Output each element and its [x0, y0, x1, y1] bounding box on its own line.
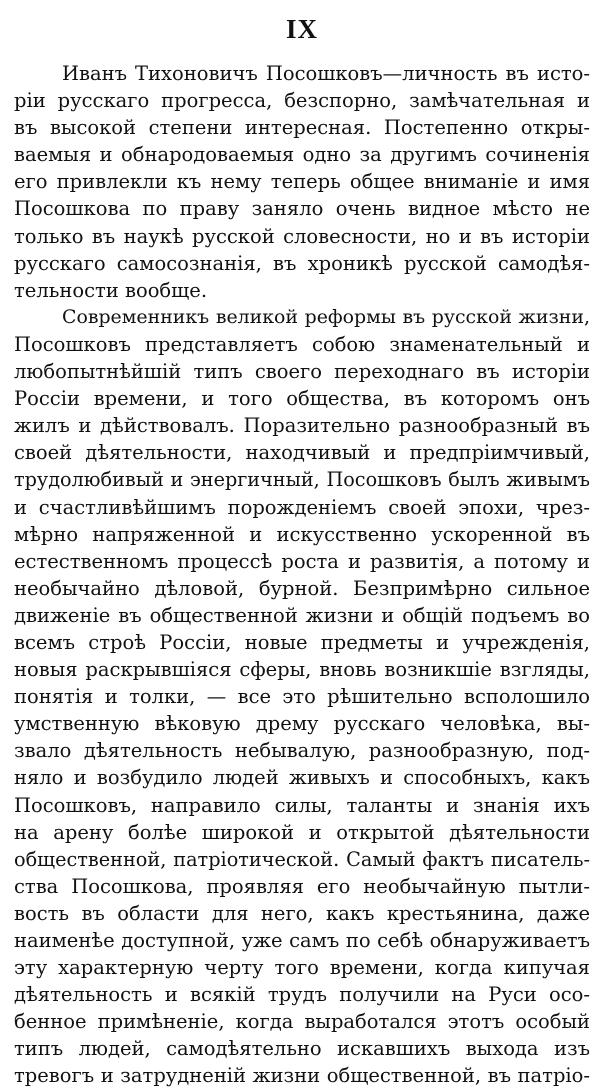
text-line: няло и возбудило людей живыхъ и способныхъ, какъ	[14, 766, 590, 790]
text-line: Посошковъ представляетъ собою знаменательный и	[14, 332, 590, 356]
text-line: всемъ строѣ Россіи, новые предметы и учрежденія,	[14, 630, 590, 654]
text-line: ства Посошкова, проявляя его необычайную пытли-	[14, 874, 590, 898]
text-line: Современникъ великой реформы въ русской жизни,	[62, 305, 590, 328]
text-line: необычайно дѣловой, бурной. Безпримѣрно сильное	[14, 576, 590, 600]
text-line: общественной, патріотической. Самый фактъ писатель-	[14, 847, 590, 871]
text-line: любопытнѣйшій типъ своего переходнаго въ исторіи	[14, 360, 590, 384]
text-line: типъ людей, самодѣятельно искавшихъ выхода изъ	[14, 1037, 590, 1061]
text-line: тревогъ и затрудненій жизни общественной, въ патріо-	[14, 1064, 590, 1088]
text-line: ваемыя и обнародоваемыя одно за другимъ сочиненія	[14, 143, 590, 167]
text-line: Россіи времени, и того общества, въ которомъ онъ	[14, 387, 590, 411]
text-line: движеніе въ общественной жизни и общій подъемъ во	[14, 603, 590, 627]
text-line: звало дѣятельность небывалую, разнообразную, под-	[14, 739, 590, 763]
text-line: Посошкова по праву заняло очень видное мѣсто не	[14, 197, 590, 221]
text-line: на арену болѣе широкой и открытой дѣятельности	[14, 820, 590, 844]
text-line: бенное примѣненіе, когда выработался этотъ особый	[14, 1010, 590, 1034]
page-number: IX	[285, 14, 318, 44]
text-line: русскаго самосознанія, въ хроникѣ русской самодѣя-	[14, 251, 590, 275]
text-line: его привлекли къ нему теперь общее вниманіе и имя	[14, 170, 590, 194]
text-line: естественномъ процессѣ роста и развитія, а потому и	[14, 549, 590, 573]
text-line: эту характерную черту того времени, когда кипучая	[14, 956, 590, 980]
text-line: мѣрно напряженной и искусственно ускоренной въ	[14, 522, 590, 546]
text-line: тельности вообще.	[14, 278, 208, 302]
text-line: новыя раскрывшіяся сферы, вновь возникшіе взгляды,	[14, 658, 590, 682]
text-line: и счастливѣйшимъ порожденіемъ своей эпохи, чрез-	[14, 495, 590, 519]
text-line: жилъ и дѣйствовалъ. Поразительно разнообразный въ	[14, 414, 590, 438]
text-line: наименѣе доступной, уже самъ по себѣ обнаруживаетъ	[14, 929, 590, 952]
text-line: своей дѣятельности, находчивый и предпріимчивый,	[14, 441, 590, 465]
text-line: Иванъ Тихоновичъ Посошковъ—личность въ исто-	[62, 62, 590, 85]
paragraph-2	[14, 304, 590, 1090]
text-line: дѣятельность и всякій трудъ получили на Руси осо-	[14, 983, 590, 1007]
text-line: вость въ области для него, какъ крестьянина, даже	[14, 901, 590, 925]
text-line: въ высокой степени интересная. Постепенно откры-	[14, 116, 590, 140]
text-line: ріи русскаго прогресса, безспорно, замѣчательная и	[14, 89, 590, 113]
text-line: Посошковъ, направило силы, таланты и знанія ихъ	[14, 793, 590, 817]
text-line: умственную вѣковую дрему русскаго человѣка, вы-	[14, 712, 590, 736]
text-line: понятія и толки, — все это рѣшительно всполошило	[14, 685, 590, 709]
text-line: трудолюбивый и энергичный, Посошковъ былъ живымъ	[14, 468, 590, 492]
body-text	[14, 60, 590, 1090]
text-line: только въ наукѣ русской словесности, но и въ исторіи	[14, 224, 590, 248]
paragraph-1	[14, 60, 590, 304]
